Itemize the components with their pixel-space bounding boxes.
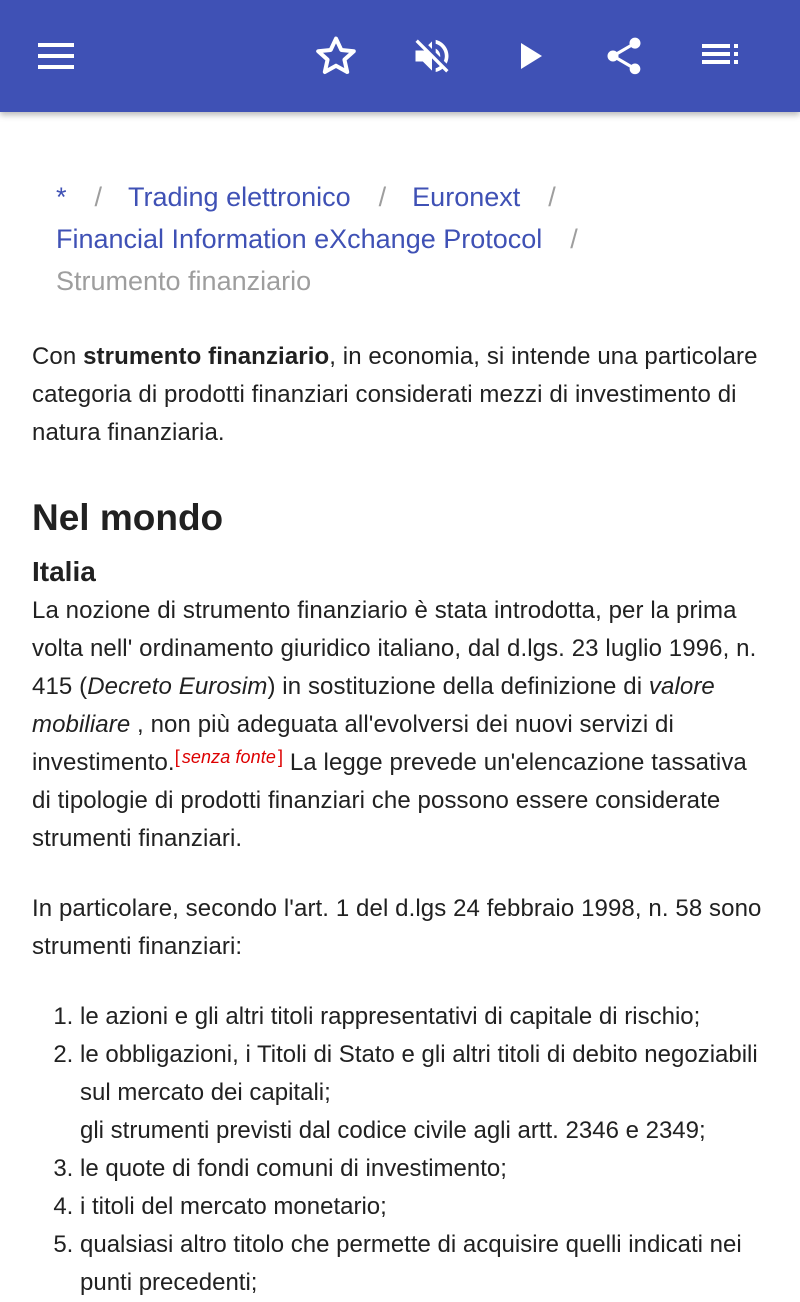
volume-off-icon (410, 34, 454, 78)
play-icon (510, 36, 550, 76)
section-title: Nel mondo (32, 497, 224, 538)
table-of-contents-button[interactable] (692, 28, 748, 84)
mute-button[interactable] (404, 28, 460, 84)
breadcrumb-separator: / (94, 182, 103, 212)
breadcrumb-item-euronext[interactable]: Euronext (412, 182, 521, 212)
star-outline-icon (314, 34, 358, 78)
article-content (32, 112, 768, 1302)
breadcrumb-item-home[interactable]: * (56, 182, 67, 212)
breadcrumb-separator: / (378, 182, 387, 212)
share-icon (602, 34, 646, 78)
breadcrumb (56, 176, 768, 302)
app-bar (0, 0, 800, 112)
play-button[interactable] (502, 28, 558, 84)
intro-paragraph: Con strumento finanziario, in economia, si intende una particolare categoria di prodotti finanziari considerati mezzi di investimento di natura finanziaria. (32, 343, 758, 446)
citation-needed-link[interactable]: [ senza fonte ] (174, 747, 284, 767)
list-item: 1. le azioni e gli altri titoli rappresentativi di capitale di rischio; (80, 998, 768, 1036)
breadcrumb-item-trading-elettronico[interactable]: Trading elettronico (128, 182, 351, 212)
subsection-title: Italia (32, 556, 96, 587)
instruments-intro-paragraph: In particolare, secondo l'art. 1 del d.lgs 24 febbraio 1998, n. 58 sono strumenti finanziari: (32, 895, 762, 960)
hamburger-menu-icon (36, 36, 76, 76)
favorite-button[interactable] (308, 28, 364, 84)
italia-paragraph: La nozione di strumento finanziario è stata introdotta, per la prima volta nell' ordinamento giuridico italiano, dal d.lgs. 23 luglio 1996, n. 415 (Decreto Eurosim) in sostituzione della definizione di valore mobiliare , non più adeguata all'evolversi dei nuovi servizi di investimento.[ senza fonte ] La legge prevede un'elencazione tassativa di tipologie di prodotti finanziari che possono essere considerate strumenti finanziari. (32, 597, 757, 852)
list-item: 4. i titoli del mercato monetario; (80, 1188, 768, 1226)
breadcrumb-separator: / (548, 182, 556, 212)
menu-button[interactable] (28, 28, 84, 84)
intro-term: strumento finanziario (83, 343, 330, 370)
breadcrumb-item-fix-protocol[interactable]: Financial Information eXchange Protocol (56, 224, 543, 254)
breadcrumb-separator: / (570, 224, 578, 254)
list-item: 3. le quote di fondi comuni di investimento; (80, 1150, 768, 1188)
instruments-list (32, 998, 768, 1302)
breadcrumb-current: Strumento finanziario (56, 266, 312, 296)
list-item: 5. qualsiasi altro titolo che permette di acquisire quelli indicati nei punti precedenti; (80, 1226, 768, 1302)
list-item: 2. le obbligazioni, i Titoli di Stato e gli altri titoli di debito negoziabili sul mercato dei capitali; gli strumenti previsti dal codice civile agli artt. 2346 e 2349; (80, 1036, 768, 1150)
share-button[interactable] (596, 28, 652, 84)
table-of-contents-icon (700, 36, 740, 76)
